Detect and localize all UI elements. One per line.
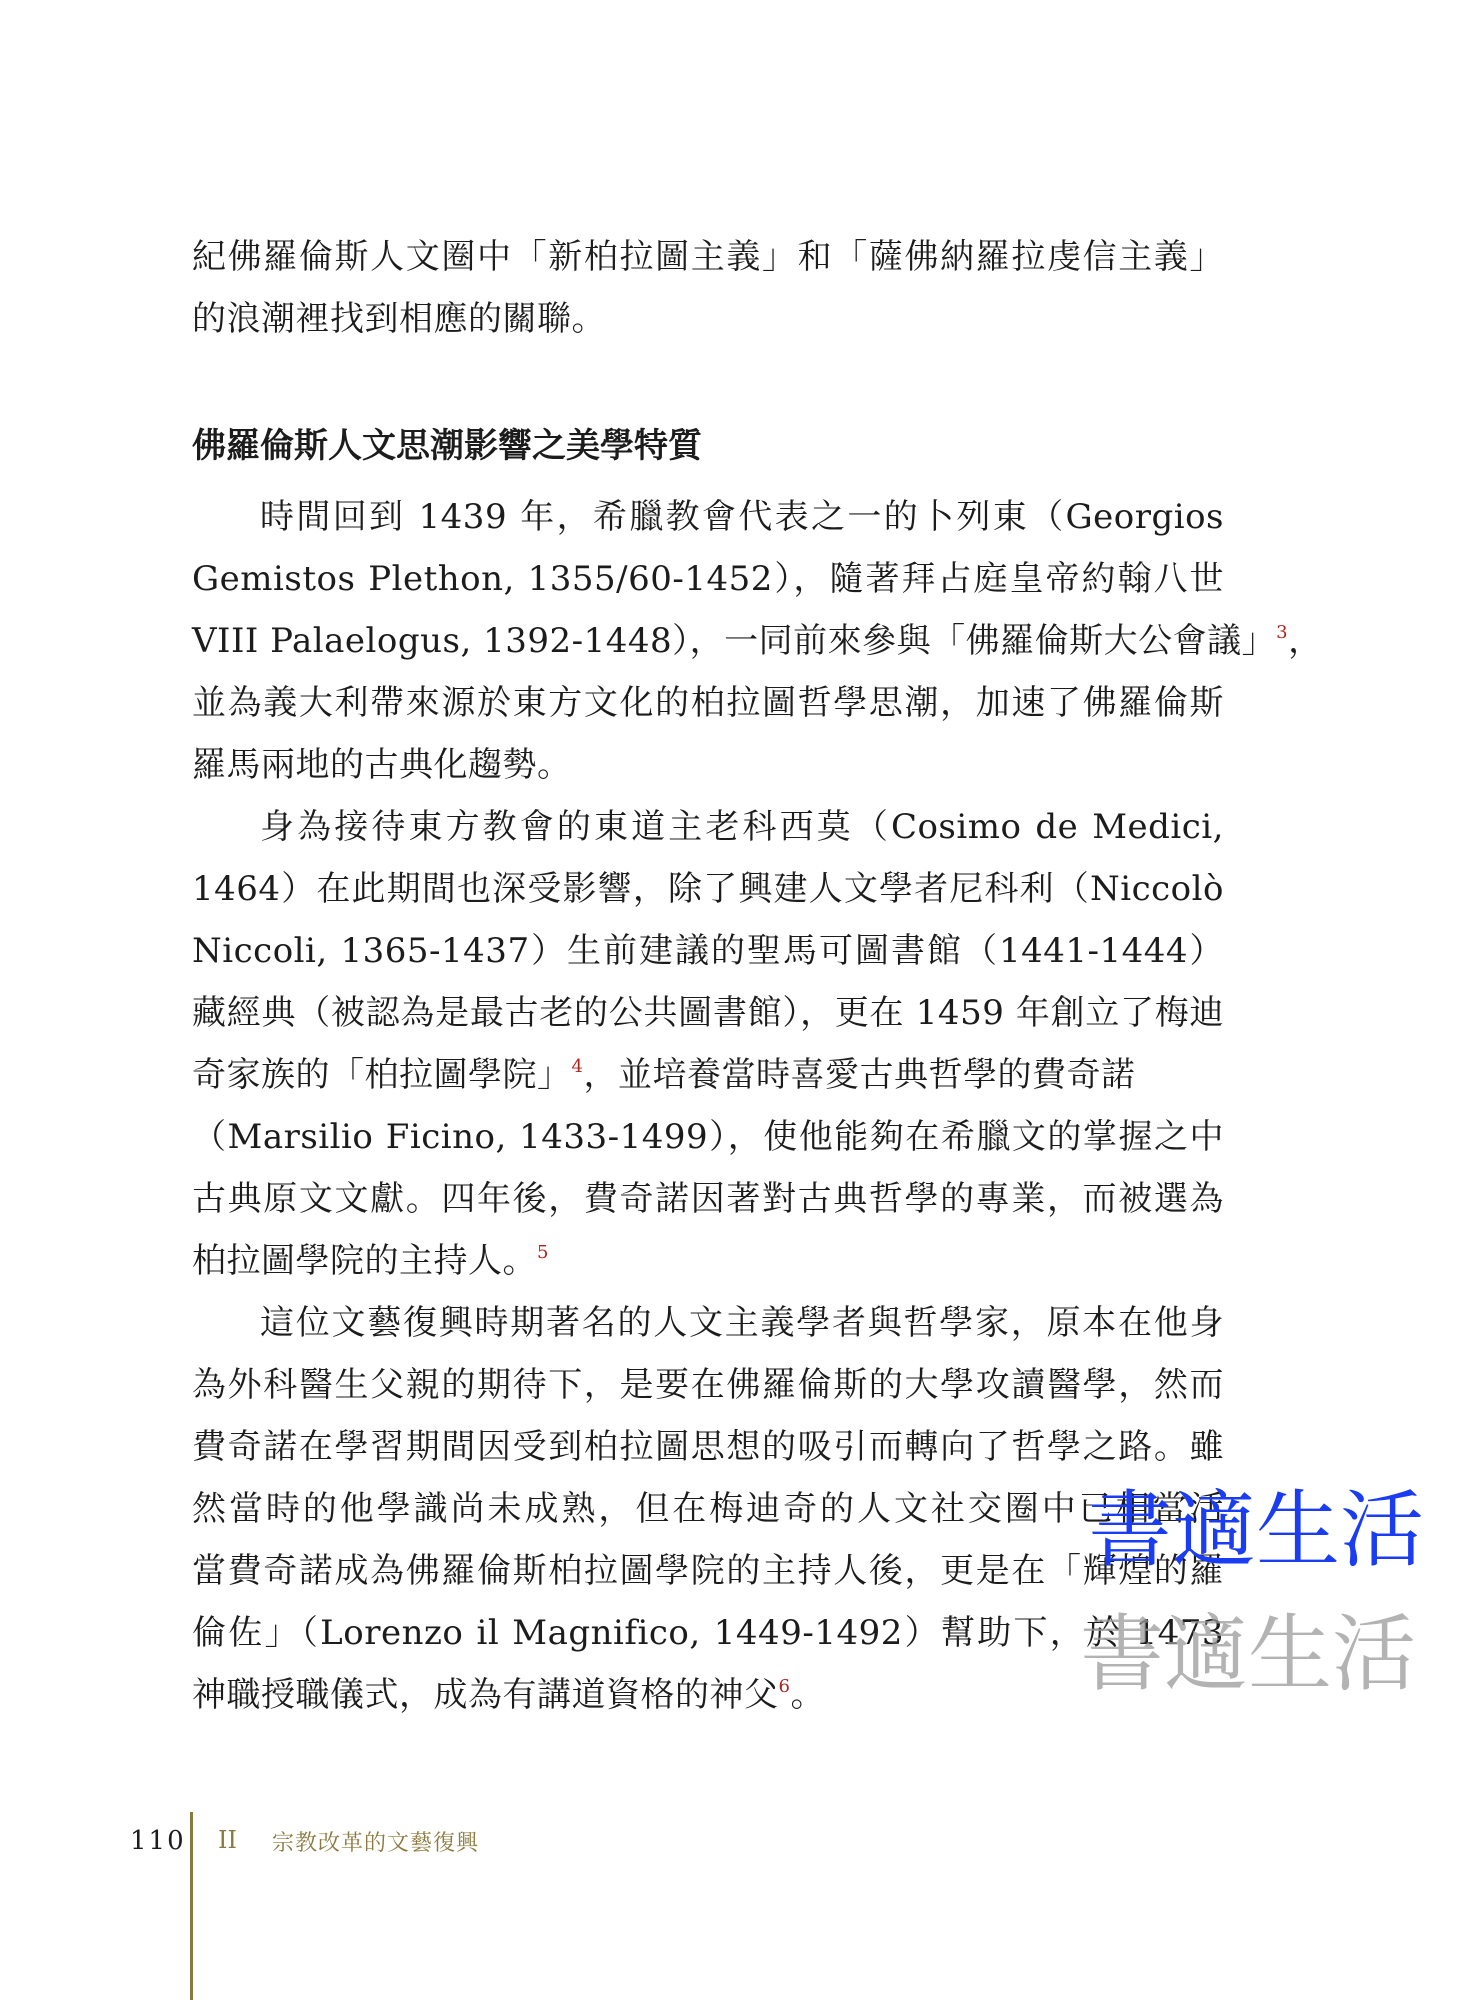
text-line: 紀佛羅倫斯人文圈中「新柏拉圖主義」和「薩佛納羅拉虔信主義」 bbox=[192, 237, 1224, 277]
watermark-secondary: 書適生活 bbox=[1080, 1605, 1417, 1703]
footnote-marker[interactable]: 3 bbox=[1276, 622, 1289, 643]
footer-divider bbox=[190, 1812, 193, 2000]
text-line bbox=[192, 610, 1323, 672]
text-span: ，並培養當時喜愛古典哲學的費奇諾 bbox=[583, 1055, 1136, 1095]
watermark-primary: 書適生活 bbox=[1088, 1481, 1425, 1579]
text-line: 這位文藝復興時期著名的人文主義學者與哲學家，原本在他身 bbox=[260, 1303, 1224, 1343]
text-line: 倫佐」（Lorenzo il Magnifico, 1449-1492）幫助下，於 1473 bbox=[192, 1613, 1224, 1653]
text-line: 身為接待東方教會的東道主老科西莫（Cosimo de Medici, bbox=[260, 807, 1224, 847]
text-line: Gemistos Plethon, 1355/60-1452），隨著拜占庭皇帝約翰八世 bbox=[192, 559, 1224, 599]
text-line: 為外科醫生父親的期待下，是要在佛羅倫斯的大學攻讀醫學，然而 bbox=[192, 1365, 1224, 1405]
text-line: 並為義大利帶來源於東方文化的柏拉圖哲學思潮，加速了佛羅倫斯 bbox=[192, 683, 1224, 723]
intro-paragraph bbox=[192, 226, 1224, 350]
text-line: 藏經典（被認為是最古老的公共圖書館），更在 1459 年創立了梅迪 bbox=[192, 993, 1224, 1033]
footnote-marker[interactable]: 5 bbox=[537, 1242, 549, 1263]
text-line: 時間回到 1439 年，希臘教會代表之一的卜列東（Georgios bbox=[260, 497, 1224, 537]
text-line: 羅馬兩地的古典化趨勢。 bbox=[192, 745, 572, 785]
text-line: 1464）在此期間也深受影響，除了興建人文學者尼科利（Niccolò bbox=[192, 869, 1224, 909]
footnote-marker[interactable]: 6 bbox=[778, 1676, 791, 1697]
text-span: 神職授職儀式，成為有講道資格的神父 bbox=[192, 1675, 779, 1715]
text-line bbox=[192, 1664, 1224, 1726]
text-line: 當費奇諾成為佛羅倫斯柏拉圖學院的主持人後，更是在「輝煌的羅 bbox=[192, 1551, 1224, 1591]
text-line bbox=[192, 1230, 1224, 1292]
footer-chapter-title: 宗教改革的文藝復興 bbox=[272, 1831, 480, 1856]
footer-part-number: II bbox=[218, 1826, 237, 1854]
text-line bbox=[192, 1044, 1224, 1106]
text-span: 奇家族的「柏拉圖學院」 bbox=[192, 1055, 572, 1095]
text-line: 費奇諾在學習期間因受到柏拉圖思想的吸引而轉向了哲學之路。雖 bbox=[192, 1427, 1224, 1467]
text-span: ， bbox=[1288, 621, 1323, 661]
text-line: （Marsilio Ficino, 1433-1499），使他能夠在希臘文的掌握之中 bbox=[192, 1117, 1224, 1157]
text-line: Niccoli, 1365-1437）生前建議的聖馬可圖書館（1441-1444） bbox=[192, 931, 1224, 971]
text-line: 的浪潮裡找到相應的關聯。 bbox=[192, 299, 606, 339]
page-number: 110 bbox=[130, 1826, 186, 1856]
text-span: 柏拉圖學院的主持人。 bbox=[192, 1241, 537, 1281]
text-line: 古典原文文獻。四年後，費奇諾因著對古典哲學的專業，而被選為 bbox=[192, 1179, 1224, 1219]
section-heading: 佛羅倫斯人文思潮影響之美學特質 bbox=[192, 426, 702, 466]
text-span: VIII Palaelogus, 1392-1448），一同前來參與「佛羅倫斯大公會議」 bbox=[192, 621, 1277, 661]
footnote-marker[interactable]: 4 bbox=[571, 1056, 584, 1077]
text-line: 然當時的他學識尚未成熟，但在梅迪奇的人文社交圈中已相當活 bbox=[192, 1489, 1224, 1529]
text-span: 。 bbox=[790, 1675, 825, 1715]
